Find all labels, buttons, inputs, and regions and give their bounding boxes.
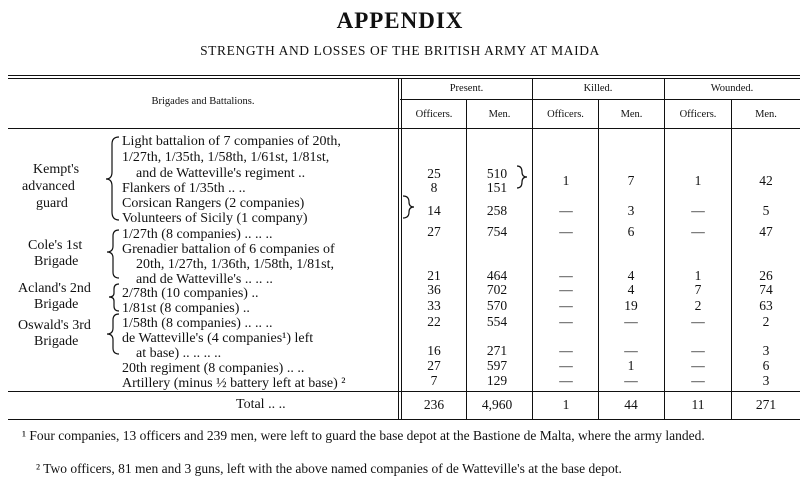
unit-label: Volunteers of Sicily (1 company)	[122, 211, 308, 226]
wounded-officers-cell: —	[691, 203, 705, 218]
present-officers-cell: 27	[427, 224, 441, 239]
present-officers-cell: 36	[427, 282, 441, 297]
wounded-men-cell: 5	[762, 203, 770, 218]
total-wounded-officers: 11	[691, 397, 705, 412]
header-killed: Killed.	[583, 83, 613, 94]
brigade-oswald-line2: Brigade	[34, 334, 79, 349]
wounded-officers-cell: —	[691, 358, 705, 373]
wounded-men-cell: 2	[762, 314, 770, 329]
killed-men-cell: 1	[627, 358, 635, 373]
brigade-kempt-line1: Kempt's	[33, 162, 80, 177]
unit-label: Grenadier battalion of 6 companies of	[122, 242, 335, 257]
killed-men-cell: 6	[627, 224, 635, 239]
killed-men-cell: 4	[627, 282, 635, 297]
wounded-men-cell: 3	[762, 373, 770, 388]
unit-label: Corsican Rangers (2 companies)	[122, 196, 305, 211]
brigade-kempt-line2: advanced	[22, 179, 75, 194]
footnote-1: ¹ Four companies, 13 officers and 239 men, were left to guard the base depot at the Bastione de Malta, where the army landed.	[22, 428, 705, 443]
present-men-cell: 702	[486, 282, 508, 297]
present-men-cell: 554	[486, 314, 508, 329]
total-present-men: 4,960	[481, 397, 513, 412]
present-men-cell: 510	[486, 166, 508, 181]
killed-officers-cell: —	[559, 373, 573, 388]
killed-men-cell: —	[624, 314, 638, 329]
header-present: Present.	[449, 83, 484, 94]
present-officers-cell: 33	[427, 298, 441, 313]
wounded-men-cell: 26	[759, 268, 773, 283]
header-wounded: Wounded.	[710, 83, 754, 94]
killed-officers-cell: —	[559, 268, 573, 283]
unit-label: 2/78th (10 companies) ..	[122, 286, 259, 301]
unit-label: 20th, 1/27th, 1/36th, 1/58th, 1/81st,	[136, 257, 334, 272]
present-officers-cell: 22	[427, 314, 441, 329]
wounded-officers-cell: —	[691, 314, 705, 329]
header-wounded-men: Men.	[755, 109, 777, 120]
unit-label: 1/27th, 1/35th, 1/58th, 1/61st, 1/81st,	[122, 150, 330, 165]
killed-men-cell: 4	[627, 268, 635, 283]
wounded-officers-cell: —	[691, 343, 705, 358]
wounded-officers-cell: —	[691, 224, 705, 239]
total-killed-officers: 1	[562, 397, 570, 412]
unit-label: 1/81st (8 companies) ..	[122, 301, 250, 316]
page-subtitle: STRENGTH AND LOSSES OF THE BRITISH ARMY AT MAIDA	[200, 43, 600, 58]
present-men-cell: 754	[486, 224, 508, 239]
killed-officers-cell: —	[559, 358, 573, 373]
present-men-cell: 151	[486, 180, 508, 195]
brace-kempt	[106, 137, 119, 220]
brace-oswald	[107, 314, 119, 354]
footnote-2: ² Two officers, 81 men and 3 guns, left with the above named companies of de Watteville's at the base depot.	[36, 461, 622, 476]
header-present-officers: Officers.	[415, 109, 453, 120]
brigade-cole-line2: Brigade	[34, 254, 79, 269]
killed-men-cell: 7	[627, 173, 635, 188]
present-officers-cell: 21	[427, 268, 441, 283]
present-men-cell: 258	[486, 203, 508, 218]
present-officers-cell: 25	[427, 166, 441, 181]
wounded-officers-cell: 7	[694, 282, 702, 297]
total-wounded-men: 271	[755, 397, 777, 412]
wounded-men-cell: 42	[759, 173, 773, 188]
brigade-oswald-line1: Oswald's 3rd	[18, 318, 91, 333]
unit-label: and de Watteville's .. .. ..	[136, 272, 273, 287]
killed-men-cell: —	[624, 373, 638, 388]
killed-officers-cell: —	[559, 203, 573, 218]
present-officers-cell: 16	[427, 343, 441, 358]
wounded-officers-cell: —	[691, 373, 705, 388]
brigade-acland-line1: Acland's 2nd	[18, 281, 91, 296]
unit-label: Light battalion of 7 companies of 20th,	[122, 134, 341, 149]
killed-men-cell: 19	[624, 298, 638, 313]
total-killed-men: 44	[624, 397, 638, 412]
brace-cole	[107, 230, 119, 278]
present-men-cell: 570	[486, 298, 508, 313]
header-brigades: Brigades and Battalions.	[151, 96, 255, 107]
unit-label: and de Watteville's regiment ..	[136, 166, 306, 181]
present-men-cell: 271	[486, 343, 508, 358]
present-men-cell: 464	[486, 268, 508, 283]
killed-men-cell: 3	[627, 203, 635, 218]
unit-label: 1/27th (8 companies) .. .. ..	[122, 227, 273, 242]
killed-officers-cell: —	[559, 343, 573, 358]
wounded-men-cell: 47	[759, 224, 773, 239]
unit-label: at base) .. .. .. ..	[136, 346, 222, 361]
unit-label: de Watteville's (4 companies¹) left	[122, 331, 314, 346]
wounded-officers-cell: 1	[694, 173, 702, 188]
present-officers-cell: 8	[430, 180, 438, 195]
header-present-men: Men.	[488, 109, 511, 120]
unit-label: 1/58th (8 companies) .. .. ..	[122, 316, 273, 331]
killed-officers-cell: —	[559, 298, 573, 313]
header-killed-men: Men.	[620, 109, 643, 120]
present-men-cell: 597	[486, 358, 508, 373]
wounded-men-cell: 3	[762, 343, 770, 358]
unit-label: 20th regiment (8 companies) .. ..	[122, 361, 305, 376]
present-men-cell: 129	[486, 373, 508, 388]
wounded-officers-cell: 1	[694, 268, 702, 283]
wounded-men-cell: 74	[759, 282, 773, 297]
brigade-cole-line1: Cole's 1st	[28, 238, 83, 253]
unit-label: Artillery (minus ½ battery left at base) ²	[122, 376, 346, 391]
wounded-officers-cell: 2	[694, 298, 702, 313]
page-title: APPENDIX	[336, 8, 464, 33]
header-killed-officers: Officers.	[547, 109, 584, 120]
unit-label: Flankers of 1/35th .. ..	[122, 181, 246, 196]
brigade-kempt-line3: guard	[36, 196, 68, 211]
killed-officers-cell: —	[559, 314, 573, 329]
present-officers-cell: 27	[427, 358, 441, 373]
wounded-men-cell: 6	[762, 358, 770, 373]
killed-men-cell: —	[624, 343, 638, 358]
killed-officers-cell: —	[559, 224, 573, 239]
brigade-acland-line2: Brigade	[34, 297, 79, 312]
present-officers-cell: 14	[427, 203, 441, 218]
wounded-men-cell: 63	[759, 298, 773, 313]
total-label: Total .. ..	[236, 397, 286, 412]
present-officers-cell: 7	[430, 373, 438, 388]
killed-officers-cell: —	[559, 282, 573, 297]
killed-officers-cell: 1	[562, 173, 570, 188]
total-present-officers: 236	[423, 397, 445, 412]
header-wounded-officers: Officers.	[679, 109, 717, 120]
brace-acland	[109, 284, 119, 311]
